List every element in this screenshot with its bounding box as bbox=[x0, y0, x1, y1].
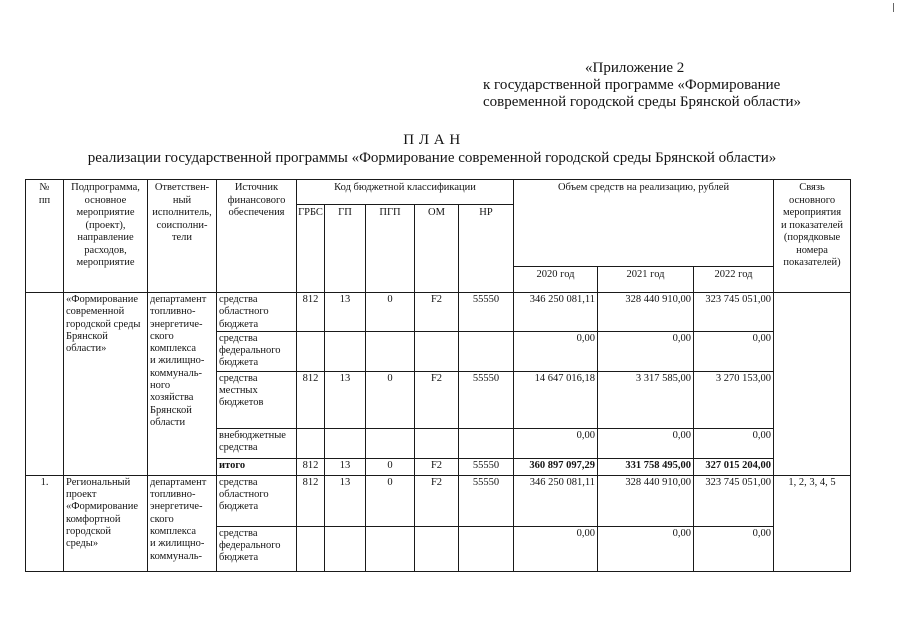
appendix-line: «Приложение 2 bbox=[585, 60, 685, 76]
header-year-2020: 2020 год bbox=[514, 267, 598, 293]
cell-pgp: 0 bbox=[366, 293, 415, 332]
appendix-line: к государственной программе «Формирование bbox=[483, 77, 781, 93]
header-grbs: ГРБС bbox=[297, 205, 325, 293]
cell-amount-2021: 0,00 bbox=[598, 428, 694, 458]
cell-om bbox=[415, 526, 459, 571]
header-number: № пп bbox=[26, 180, 64, 293]
cell-amount-2020: 346 250 081,11 bbox=[514, 293, 598, 332]
cell-om bbox=[415, 331, 459, 371]
cell-amount-2020: 0,00 bbox=[514, 331, 598, 371]
cell-item: Региональный проект «Формирование комфортной городской среды» bbox=[64, 475, 148, 571]
cell-pgp bbox=[366, 526, 415, 571]
cell-amount-2022: 323 745 051,00 bbox=[694, 293, 774, 332]
cell-amount-2021: 0,00 bbox=[598, 331, 694, 371]
cell-pgp: 0 bbox=[366, 458, 415, 475]
cell-grbs: 812 bbox=[297, 458, 325, 475]
cell-source: средства федерального бюджета bbox=[217, 331, 297, 371]
cell-pgp: 0 bbox=[366, 475, 415, 526]
cell-nr bbox=[459, 331, 514, 371]
header-executor: Ответствен- ный исполнитель, соисполни- тели bbox=[148, 180, 217, 293]
cell-gp: 13 bbox=[325, 458, 366, 475]
cell-source: средства областного бюджета bbox=[217, 293, 297, 332]
header-item: Подпрограмма, основное мероприятие (проект), направление расходов, мероприятие bbox=[64, 180, 148, 293]
cell-link bbox=[774, 293, 851, 476]
cell-gp: 13 bbox=[325, 293, 366, 332]
cell-pgp: 0 bbox=[366, 371, 415, 428]
cell-amount-2021: 3 317 585,00 bbox=[598, 371, 694, 428]
header-source: Источник финансового обеспечения bbox=[217, 180, 297, 293]
cell-nr: 55550 bbox=[459, 371, 514, 428]
header-pgp: ПГП bbox=[366, 205, 415, 293]
cell-amount-2020: 346 250 081,11 bbox=[514, 475, 598, 526]
cell-grbs bbox=[297, 428, 325, 458]
appendix-note bbox=[483, 60, 801, 111]
cell-amount-2022: 323 745 051,00 bbox=[694, 475, 774, 526]
header-om: ОМ bbox=[415, 205, 459, 293]
document-title: П Л А Н bbox=[403, 132, 461, 148]
cell-om: F2 bbox=[415, 293, 459, 332]
header-year-2021: 2021 год bbox=[598, 267, 694, 293]
cell-grbs: 812 bbox=[297, 475, 325, 526]
header-budget-code: Код бюджетной классификации bbox=[297, 180, 514, 205]
cell-source: средства федерального бюджета bbox=[217, 526, 297, 571]
cell-number: 1. bbox=[26, 475, 64, 571]
cell-number bbox=[26, 293, 64, 476]
cell-gp: 13 bbox=[325, 371, 366, 428]
cell-pgp bbox=[366, 331, 415, 371]
cell-amount-2020: 0,00 bbox=[514, 526, 598, 571]
cell-total-2022: 327 015 204,00 bbox=[694, 458, 774, 475]
cell-amount-2021: 0,00 bbox=[598, 526, 694, 571]
document-subtitle: реализации государственной программы «Формирование современной городской среды Брянской области» bbox=[87, 150, 777, 166]
cell-om: F2 bbox=[415, 458, 459, 475]
cell-nr: 55550 bbox=[459, 293, 514, 332]
cell-gp bbox=[325, 428, 366, 458]
cell-amount-2021: 328 440 910,00 bbox=[598, 475, 694, 526]
plan-table bbox=[25, 179, 851, 572]
cell-nr bbox=[459, 526, 514, 571]
cell-executor: департамент топливно- энергетиче- ского комплекса и жилищно- коммуналь- ного хозяйства Брянской области bbox=[148, 293, 217, 476]
cell-total-2020: 360 897 097,29 bbox=[514, 458, 598, 475]
appendix-line: современной городской среды Брянской области» bbox=[483, 94, 802, 110]
cell-grbs: 812 bbox=[297, 293, 325, 332]
cell-amount-2020: 0,00 bbox=[514, 428, 598, 458]
cell-grbs bbox=[297, 331, 325, 371]
cell-total-2021: 331 758 495,00 bbox=[598, 458, 694, 475]
cell-gp: 13 bbox=[325, 475, 366, 526]
cell-amount-2020: 14 647 016,18 bbox=[514, 371, 598, 428]
cell-om: F2 bbox=[415, 371, 459, 428]
cell-source: внебюджетные средства bbox=[217, 428, 297, 458]
table-row bbox=[26, 293, 851, 332]
cell-amount-2022: 0,00 bbox=[694, 526, 774, 571]
cell-grbs: 812 bbox=[297, 371, 325, 428]
cell-source: средства местных бюджетов bbox=[217, 371, 297, 428]
cell-nr: 55550 bbox=[459, 475, 514, 526]
cell-source: средства областного бюджета bbox=[217, 475, 297, 526]
cell-nr bbox=[459, 428, 514, 458]
header-gp: ГП bbox=[325, 205, 366, 293]
header-link: Связь основного мероприятия и показателей (порядковые номера показателей) bbox=[774, 180, 851, 293]
cell-source-total: итого bbox=[217, 458, 297, 475]
cell-pgp bbox=[366, 428, 415, 458]
cell-gp bbox=[325, 331, 366, 371]
cell-amount-2022: 0,00 bbox=[694, 428, 774, 458]
table-row bbox=[26, 475, 851, 526]
cell-om bbox=[415, 428, 459, 458]
cell-nr: 55550 bbox=[459, 458, 514, 475]
scan-mark bbox=[893, 3, 894, 12]
cell-link: 1, 2, 3, 4, 5 bbox=[774, 475, 851, 571]
cell-gp bbox=[325, 526, 366, 571]
cell-executor: департамент топливно- энергетиче- ского комплекса и жилищно- коммуналь- bbox=[148, 475, 217, 571]
header-nr: НР bbox=[459, 205, 514, 293]
header-volume: Объем средств на реализацию, рублей bbox=[514, 180, 774, 267]
cell-item: «Формирование современной городской среды Брянской области» bbox=[64, 293, 148, 476]
cell-amount-2022: 0,00 bbox=[694, 331, 774, 371]
cell-amount-2022: 3 270 153,00 bbox=[694, 371, 774, 428]
cell-grbs bbox=[297, 526, 325, 571]
cell-om: F2 bbox=[415, 475, 459, 526]
cell-amount-2021: 328 440 910,00 bbox=[598, 293, 694, 332]
header-year-2022: 2022 год bbox=[694, 267, 774, 293]
header-row bbox=[26, 180, 851, 205]
